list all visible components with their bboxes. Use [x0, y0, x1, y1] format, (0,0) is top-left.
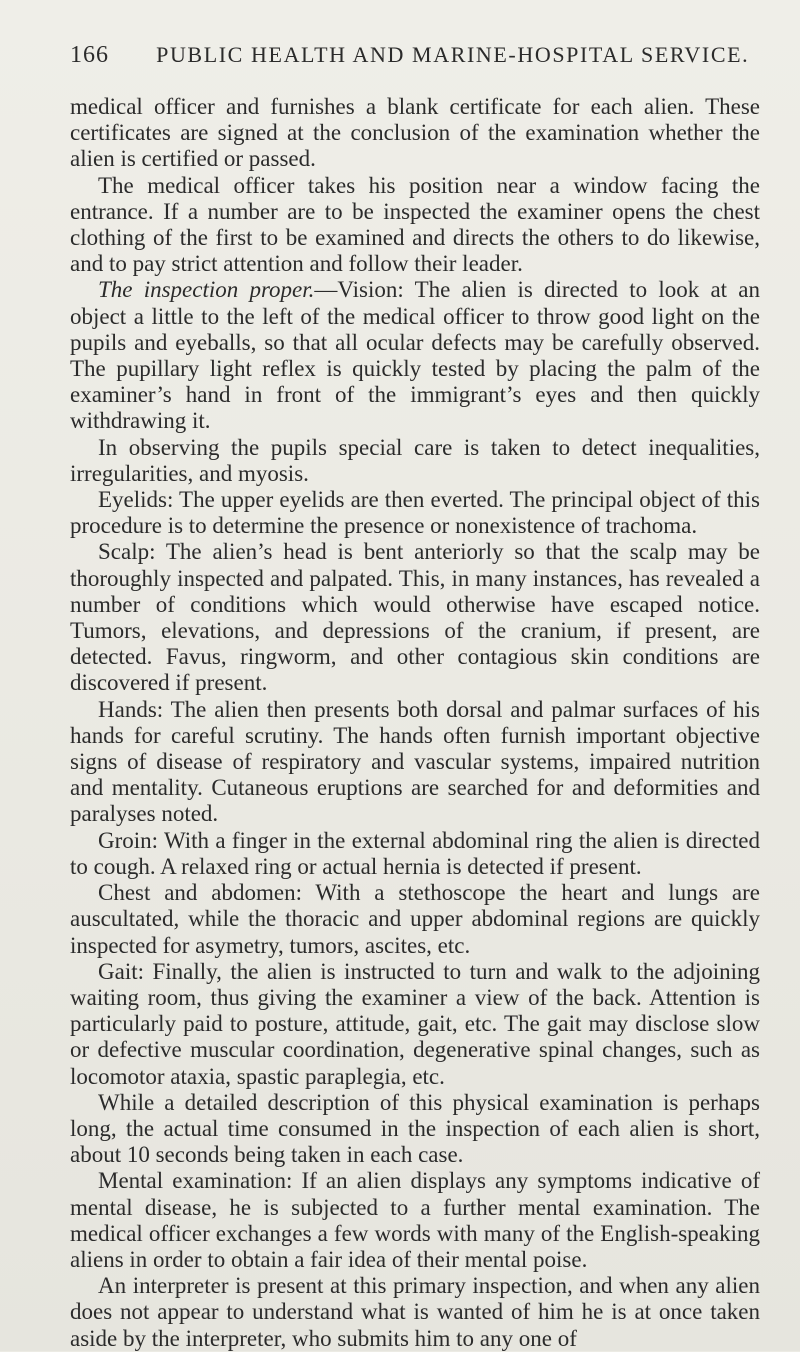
paragraph [70, 539, 760, 696]
paragraph [70, 277, 760, 434]
paragraph-text: Hands: The alien then presents both dorsal and palmar surfaces of his hands for careful scrutiny. The hands often furnish important objective signs of disease of respiratory and vascular systems, impaired nutrition and mentality. Cutaneous eruptions are searched for and deformities and paralyses noted. [70, 696, 760, 827]
body-text [70, 94, 760, 1352]
paragraph-text: Scalp: The alien’s head is bent anteriorly so that the scalp may be thoroughly inspected and palpated. This, in many instances, has revealed a number of conditions which would otherwise have escaped notice. Tumors, elevations, and depressions of the cranium, if present, are detected. Favus, ringworm, and other contagious skin conditions are discovered if present. [70, 539, 760, 696]
paragraph [70, 435, 760, 487]
paragraph [70, 1168, 760, 1273]
paragraph [70, 959, 760, 1090]
paragraph-text: Gait: Finally, the alien is instructed to turn and walk to the adjoining waiting room, thus giving the examiner a view of the back. Attention is particularly paid to posture, attitude, gait, etc. The gait may disclose slow or defective muscular coordination, degenerative spinal changes, such as locomotor ataxia, spastic paraplegia, etc. [70, 958, 760, 1089]
running-title: PUBLIC HEALTH AND MARINE-HOSPITAL SERVICE. [156, 42, 750, 67]
section-lead: The inspection proper. [98, 277, 315, 303]
paragraph-text: In observing the pupils special care is taken to detect inequalities, irregularities, and myosis. [70, 434, 760, 486]
paragraph [70, 1090, 760, 1169]
paragraph-text: —Vision: The alien is directed to look at an object a little to the left of the medical officer to throw good light on the pupils and eyeballs, so that all ocular defects may be carefully observed. The pupillary light reflex is quickly tested by placing the palm of the examiner’s hand in front of the immigrant’s eyes and then quickly withdrawing it. [70, 277, 760, 434]
paragraph [70, 94, 760, 173]
paragraph-text: medical officer and furnishes a blank certificate for each alien. These certificates are signed at the conclusion of the examination whether the alien is certified or passed. [70, 94, 760, 172]
paragraph [70, 487, 760, 539]
paragraph [70, 173, 760, 278]
paragraph-text: An interpreter is present at this primary inspection, and when any alien does not appear to understand what is wanted of him he is at once taken aside by the interpreter, who submits him to any one of [70, 1273, 760, 1351]
paragraph-text: The medical officer takes his position near a window facing the entrance. If a number are to be inspected the examiner opens the chest clothing of the first to be examined and directs the others to do likewise, and to pay strict attention and follow their leader. [70, 172, 760, 277]
page-number: 166 [70, 42, 109, 68]
paragraph [70, 880, 760, 959]
paragraph-text: Chest and abdomen: With a stethoscope the heart and lungs are auscultated, while the thoracic and upper abdominal regions are quickly inspected for asymetry, tumors, ascites, etc. [70, 880, 760, 958]
paragraph-text: Eyelids: The upper eyelids are then everted. The principal object of this procedure is to determine the presence or nonexistence of trachoma. [70, 487, 760, 539]
page-header [70, 42, 770, 82]
paragraph-text: Groin: With a finger in the external abdominal ring the alien is directed to cough. A relaxed ring or actual hernia is detected if present. [70, 827, 760, 879]
paragraph [70, 1273, 760, 1352]
paragraph-text: Mental examination: If an alien displays any symptoms indicative of mental disease, he is subjected to a further mental examination. The medical officer exchanges a few words with many of the English-speaking aliens in order to obtain a fair idea of their mental poise. [70, 1168, 760, 1272]
paragraph-text: While a detailed description of this physical examination is perhaps long, the actual time consumed in the inspection of each alien is short, about 10 seconds being taken in each case. [70, 1089, 760, 1168]
paragraph [70, 697, 760, 828]
paragraph [70, 828, 760, 880]
